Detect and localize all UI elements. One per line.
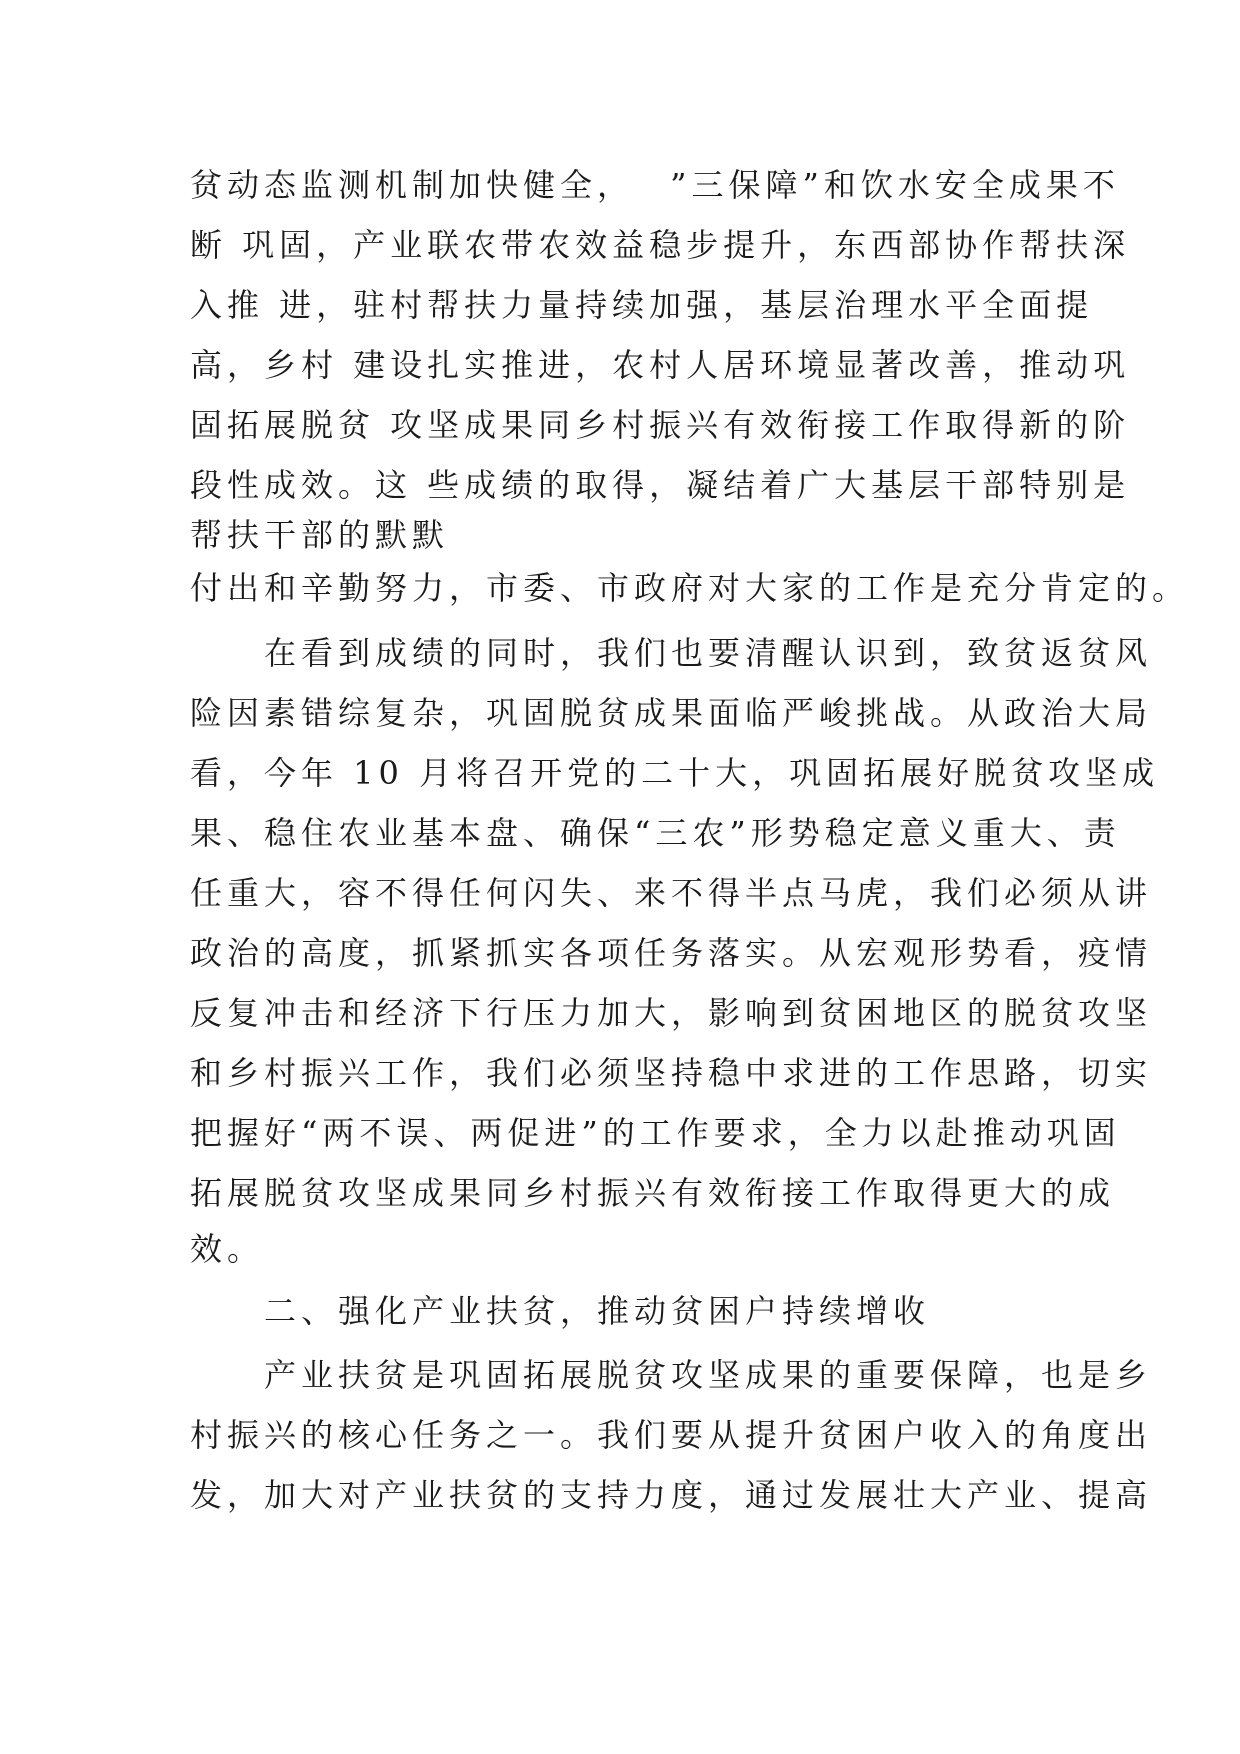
- text-line: 任重大，容不得任何闪失、来不得半点马虎，我们必须从讲: [190, 874, 1153, 912]
- text-line: 段性成效。这 些成绩的取得，凝结着广大基层干部特别是: [190, 466, 1131, 504]
- text-line: 村振兴的核心任务之一。我们要从提升贫困户收入的角度出: [190, 1416, 1153, 1454]
- text-line: 政治的高度，抓紧抓实各项任务落实。从宏观形势看，疫情: [190, 934, 1153, 972]
- text-line: 和乡村振兴工作，我们必须坚持稳中求进的工作思路，切实: [190, 1054, 1153, 1092]
- text-line: 拓展脱贫攻坚成果同乡村振兴有效衔接工作取得更大的成: [190, 1174, 1116, 1212]
- text-line: 发，加大对产业扶贫的支持力度，通过发展壮大产业、提高: [190, 1476, 1153, 1514]
- text-line: 贫动态监测机制加快健全， ”三保障”和饮水安全成果不: [190, 166, 1120, 204]
- section-heading: 二、强化产业扶贫，推动贫困户持续增收: [190, 1292, 931, 1330]
- text-line: 在看到成绩的同时，我们也要清醒认识到，致贫返贫风: [190, 634, 1153, 672]
- text-line: 断 巩固，产业联农带农效益稳步提升，东西部协作帮扶深: [190, 226, 1131, 264]
- text-line: 看，今年 10 月将召开党的二十大，巩固拓展好脱贫攻坚成: [190, 754, 1160, 792]
- text-line: 入推 进，驻村帮扶力量持续加强，基层治理水平全面提: [190, 286, 1094, 324]
- text-line: 固拓展脱贫 攻坚成果同乡村振兴有效衔接工作取得新的阶: [190, 406, 1131, 444]
- text-line: 付出和辛勤努力，市委、市政府对大家的工作是充分肯定的。: [190, 569, 1190, 607]
- text-line: 把握好“两不误、两促进”的工作要求，全力以赴推动巩固: [190, 1114, 1121, 1152]
- text-line: 产业扶贫是巩固拓展脱贫攻坚成果的重要保障，也是乡: [190, 1356, 1153, 1394]
- text-line: 反复冲击和经济下行压力加大，影响到贫困地区的脱贫攻坚: [190, 994, 1153, 1032]
- text-line: 帮扶干部的默默: [190, 516, 450, 554]
- text-line: 险因素错综复杂，巩固脱贫成果面临严峻挑战。从政治大局: [190, 694, 1153, 732]
- text-line: 果、稳住农业基本盘、确保“三农”形势稳定意义重大、责: [190, 814, 1121, 852]
- text-line: 高，乡村 建设扎实推进，农村人居环境显著改善，推动巩: [190, 346, 1131, 384]
- text-line: 效。: [190, 1230, 265, 1268]
